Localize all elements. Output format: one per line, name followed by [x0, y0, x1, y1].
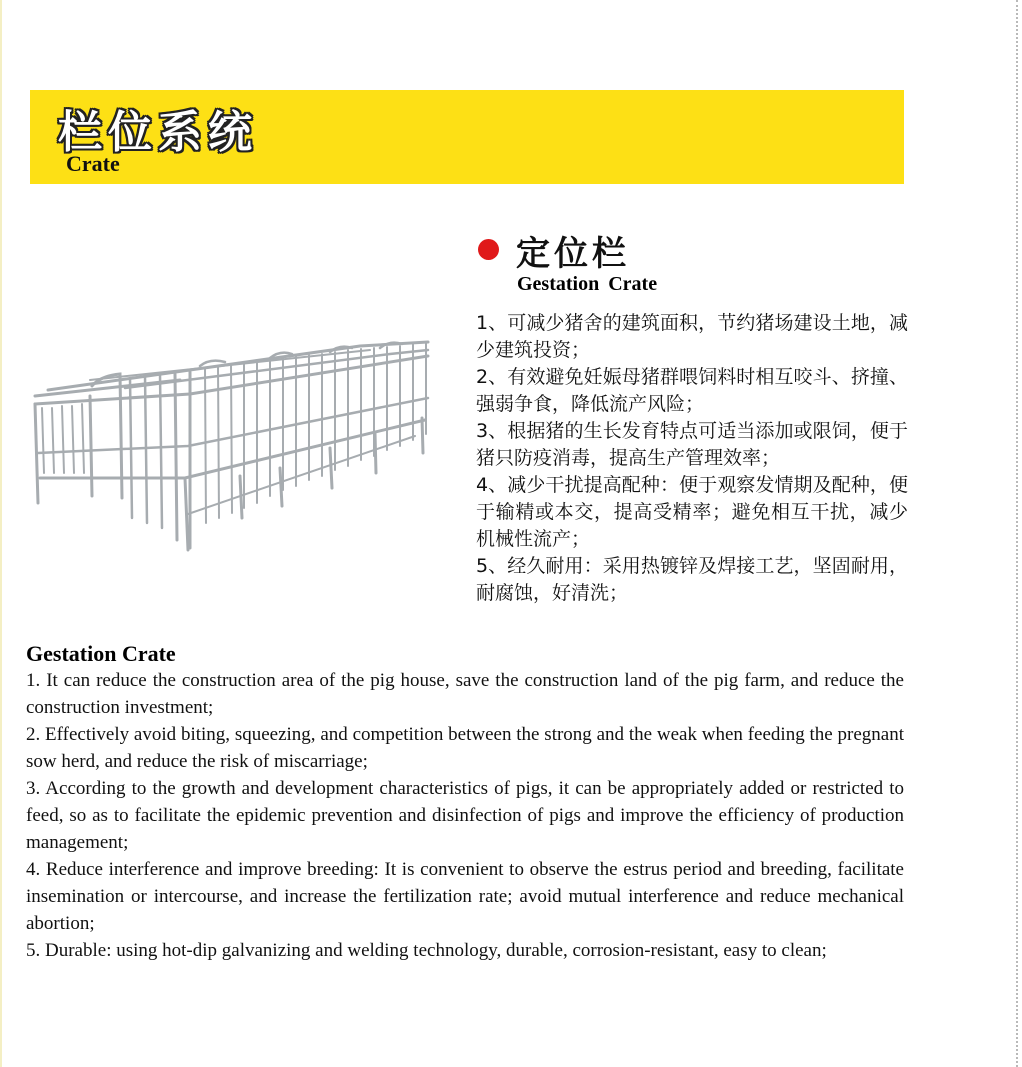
feature-en-item: 3. According to the growth and development characteristics of pigs, it can be appropriately added or restricted to feed, so as to facilitate the epidemic prevention and disinfection of pigs and improve the efficiency of production management; [26, 778, 904, 853]
red-bullet-dot [478, 239, 499, 260]
crate-drawing [30, 328, 435, 553]
header-banner [30, 90, 904, 184]
banner-title-en: Crate [66, 151, 120, 176]
section-title-en: Gestation Crate [517, 273, 658, 295]
banner-title-cn: 栏位系统 [58, 107, 258, 158]
feature-cn-item: 5、经久耐用：采用热镀锌及焊接工艺，坚固耐用，耐腐蚀，好清洗； [476, 555, 908, 604]
features-en-list [26, 667, 904, 964]
feature-en-item: 2. Effectively avoid biting, squeezing, and competition between the strong and the weak when feeding the pregnant sow herd, and reduce the risk of miscarriage; [26, 724, 904, 772]
section-title-cn: 定位栏 [516, 234, 630, 274]
features-cn-list [476, 310, 908, 607]
page-left-border [0, 0, 2, 1067]
feature-en-item: 5. Durable: using hot-dip galvanizing and welding technology, durable, corrosion-resistant, easy to clean; [26, 940, 827, 961]
feature-en-item: 1. It can reduce the construction area of the pig house, save the construction land of the pig farm, and reduce the construction investment; [26, 670, 904, 718]
feature-cn-item: 1、可减少猪舍的建筑面积，节约猪场建设土地，减少建筑投资； [476, 312, 908, 361]
feature-cn-item: 4、减少干扰提高配种：便于观察发情期及配种，便于输精或本交，提高受精率；避免相互干扰，减少机械性流产； [476, 474, 908, 550]
feature-en-item: 4. Reduce interference and improve breeding: It is convenient to observe the estrus period and breeding, facilitate insemination or intercourse, and increase the fertilization rate; avoid mutual interference and reduce mechanical abortion; [26, 859, 904, 934]
page-right-dotted-border [1016, 0, 1018, 1067]
feature-cn-item: 2、有效避免妊娠母猪群喂饲料时相互咬斗、挤撞、强弱争食，降低流产风险； [476, 366, 908, 415]
feature-cn-item: 3、根据猪的生长发育特点可适当添加或限饲，便于猪只防疫消毒，提高生产管理效率； [476, 420, 908, 469]
gestation-crate-photo [30, 328, 435, 553]
english-section-title: Gestation Crate [26, 641, 176, 666]
